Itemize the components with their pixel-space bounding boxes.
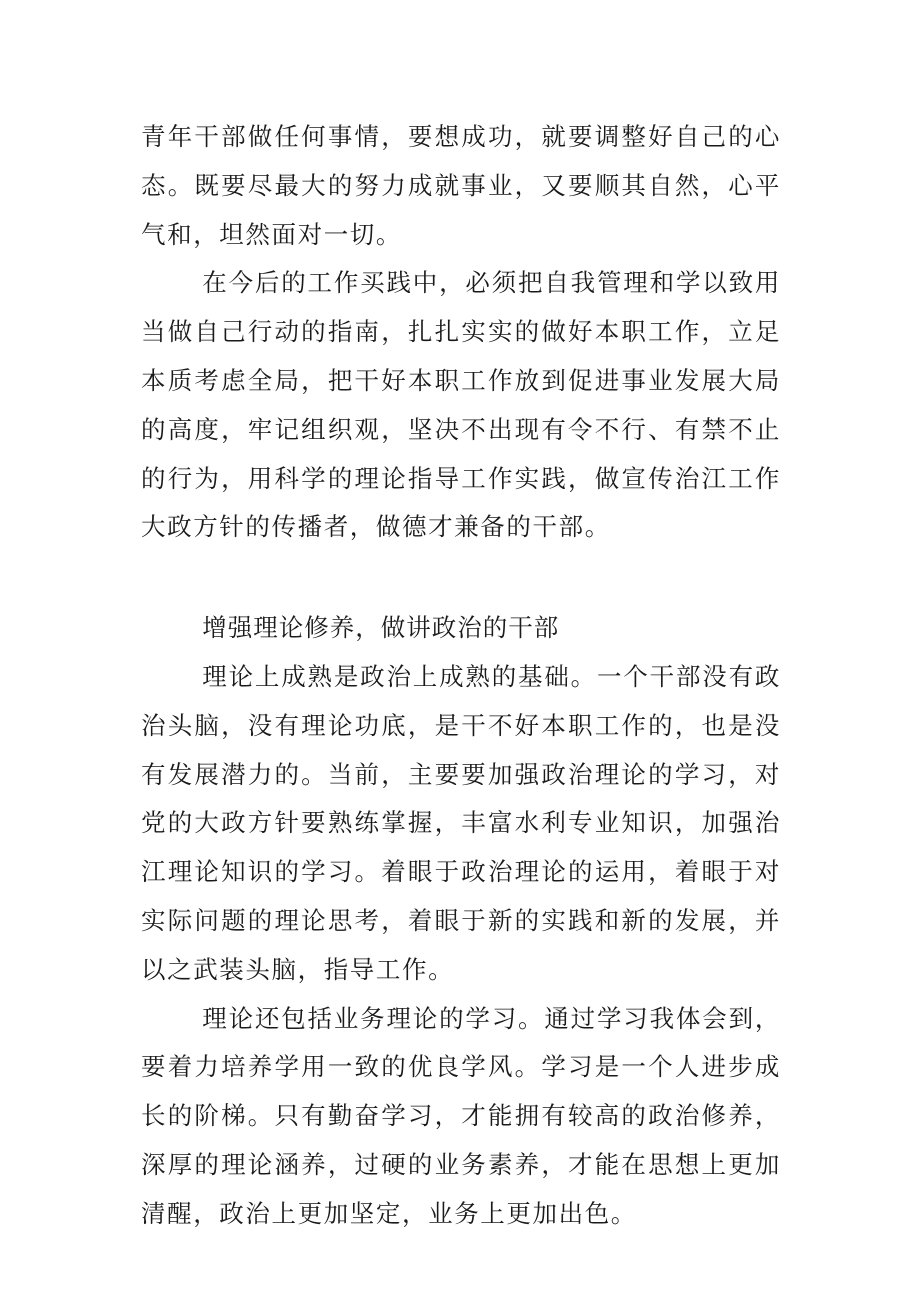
paragraph-4: 理论还包括业务理论的学习。通过学习我体会到，要着力培养学用一致的优良学风。学习是一个人进步成长的阶梯。只有勤奋学习，才能拥有较高的政治修养，深厚的理论涵养，过硬的业务素养，才能在思想上更加清醒，政治上更加坚定，业务上更加出色。 xyxy=(141,1003,781,1228)
paragraph-1: 青年干部做任何事情，要想成功，就要调整好自己的心态。既要尽最大的努力成就事业，又要顺其自然，心平气和，坦然面对一切。 xyxy=(141,122,781,249)
paragraph-2: 在今后的工作买践中，必须把自我管理和学以致用当做自己行动的指南，扎扎实实的做好本职工作，立足本质考虑全局，把干好本职工作放到促进事业发展大局的高度，牢记组织观，坚决不出现有令不行、有禁不止的行为，用科学的理论指导工作实践，做宣传治江工作大政方针的传播者，做德才兼备的干部。 xyxy=(141,268,781,542)
paragraph-3: 理论上成熟是政治上成熟的基础。一个干部没有政治头脑，没有理论功底，是干不好本职工作的，也是没有发展潜力的。当前，主要要加强政治理论的学习，对党的大政方针要熟练掌握，丰富水利专业知识，加强治江理论知识的学习。着眼于政治理论的运用，着眼于对实际问题的理论思考，着眼于新的实践和新的发展，并以之武装头脑，指导工作。 xyxy=(141,661,781,984)
section-gap xyxy=(141,552,781,604)
document-page xyxy=(141,113,781,1239)
section-heading: 增强理论修养，做讲政治的干部 xyxy=(202,613,560,643)
